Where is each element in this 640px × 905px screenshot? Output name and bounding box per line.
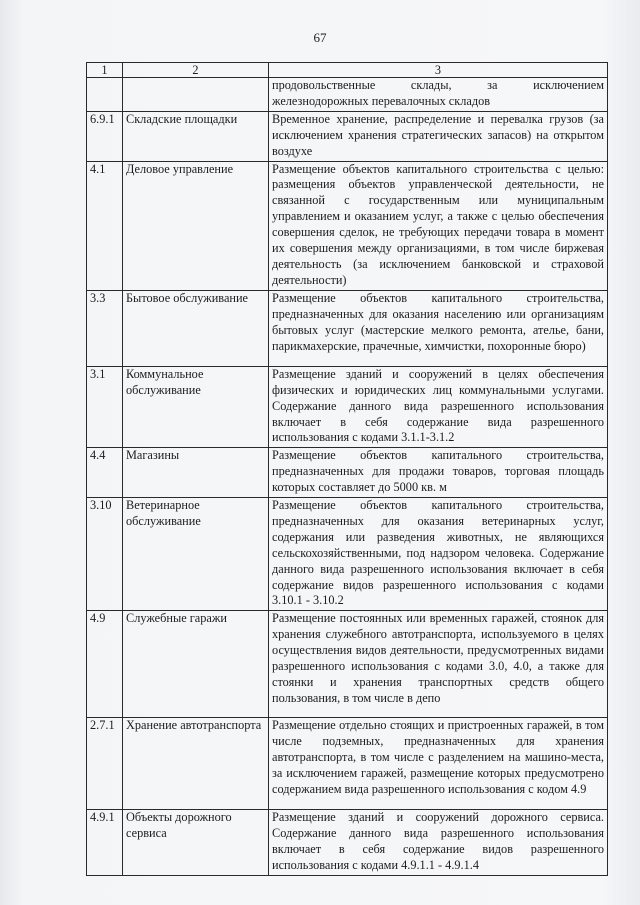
row-name: Ветеринарное обслуживание: [123, 498, 269, 611]
row-code: 6.9.1: [87, 111, 123, 161]
row-code: [87, 78, 123, 112]
row-code: 2.7.1: [87, 718, 123, 810]
row-description: Размещение объектов капитального строительства с целью: размещения объектов управленческой деятельности, не связанной с государственным или муниципальным управлением и оказанием услуг, а также с целью обеспечения совершения сделок, не требующих передачи товара в момент их совершения между организациями, в том числе биржевая деятельность (за исключением банковской и страховой деятельности): [269, 161, 608, 290]
table-header-row: [87, 63, 608, 78]
table-row: [87, 448, 608, 498]
row-description: Размещение отдельно стоящих и пристроенных гаражей, в том числе подземных, предназначенных для хранения автотранспорта, в том числе с разделением на машино-места, за исключением гаражей, размещение которых предусмотрено содержанием вида разрешенного использования с кодом 4.9: [269, 718, 608, 810]
column-header-code: 1: [87, 63, 123, 78]
row-name: Коммунальное обслуживание: [123, 366, 269, 448]
row-name: Бытовое обслуживание: [123, 290, 269, 366]
row-description: Временное хранение, распределение и перевалка грузов (за исключением хранения стратегических запасов) на открытом воздухе: [269, 111, 608, 161]
column-header-description: 3: [269, 63, 608, 78]
row-description: Размещение объектов капитального строительства, предназначенных для оказания населению или организациям бытовых услуг (мастерские мелкого ремонта, ателье, бани, парикмахерские, прачечные, химчистки, похоронные бюро): [269, 290, 608, 366]
row-name: Магазины: [123, 448, 269, 498]
table-row: [87, 810, 608, 876]
row-description: продовольственные склады, за исключением железнодорожных перевалочных складов: [269, 78, 608, 112]
row-name: [123, 78, 269, 112]
row-code: 3.10: [87, 498, 123, 611]
table-row: [87, 161, 608, 290]
land-use-table: [86, 62, 608, 876]
row-name: Складские площадки: [123, 111, 269, 161]
column-header-name: 2: [123, 63, 269, 78]
row-code: 3.3: [87, 290, 123, 366]
row-name: Объекты дорожного сервиса: [123, 810, 269, 876]
row-description: Размещение постоянных или временных гаражей, стоянок для хранения служебного автотранспорта, используемого в целях осуществления видов деятельности, предусмотренных видами разрешенного использования с кодами 3.0, 4.0, а также для стоянки и хранения транспортных средств общего пользования, в том числе в депо: [269, 611, 608, 718]
row-code: 4.9.1: [87, 810, 123, 876]
row-code: 4.9: [87, 611, 123, 718]
table-row: [87, 718, 608, 810]
table-row: [87, 290, 608, 366]
row-code: 3.1: [87, 366, 123, 448]
row-description: Размещение объектов капитального строительства, предназначенных для оказания ветеринарных услуг, содержания или разведения животных, не являющихся сельскохозяйственными, под надзором человека. Содержание данного вида разрешенного использования включает в себя содержание видов разрешенного использования с кодами 3.10.1 - 3.10.2: [269, 498, 608, 611]
row-description: Размещение зданий и сооружений дорожного сервиса. Содержание данного вида разрешенного использования включает в себя содержание видов разрешенного использования с кодами 4.9.1.1 - 4.9.1.4: [269, 810, 608, 876]
table-row: [87, 611, 608, 718]
table-row: [87, 366, 608, 448]
row-name: Хранение автотранспорта: [123, 718, 269, 810]
table-row: [87, 78, 608, 112]
row-code: 4.1: [87, 161, 123, 290]
page-number: 67: [313, 30, 327, 45]
row-name: Служебные гаражи: [123, 611, 269, 718]
row-code: 4.4: [87, 448, 123, 498]
table-row: [87, 111, 608, 161]
row-description: Размещение зданий и сооружений в целях обеспечения физических и юридических лиц коммунальными услугами. Содержание данного вида разрешенного использования включает в себя содержание вида разрешенного использования с кодами 3.1.1-3.1.2: [269, 366, 608, 448]
row-name: Деловое управление: [123, 161, 269, 290]
table-row: [87, 498, 608, 611]
row-description: Размещение объектов капитального строительства, предназначенных для продажи товаров, торговая площадь которых составляет до 5000 кв. м: [269, 448, 608, 498]
